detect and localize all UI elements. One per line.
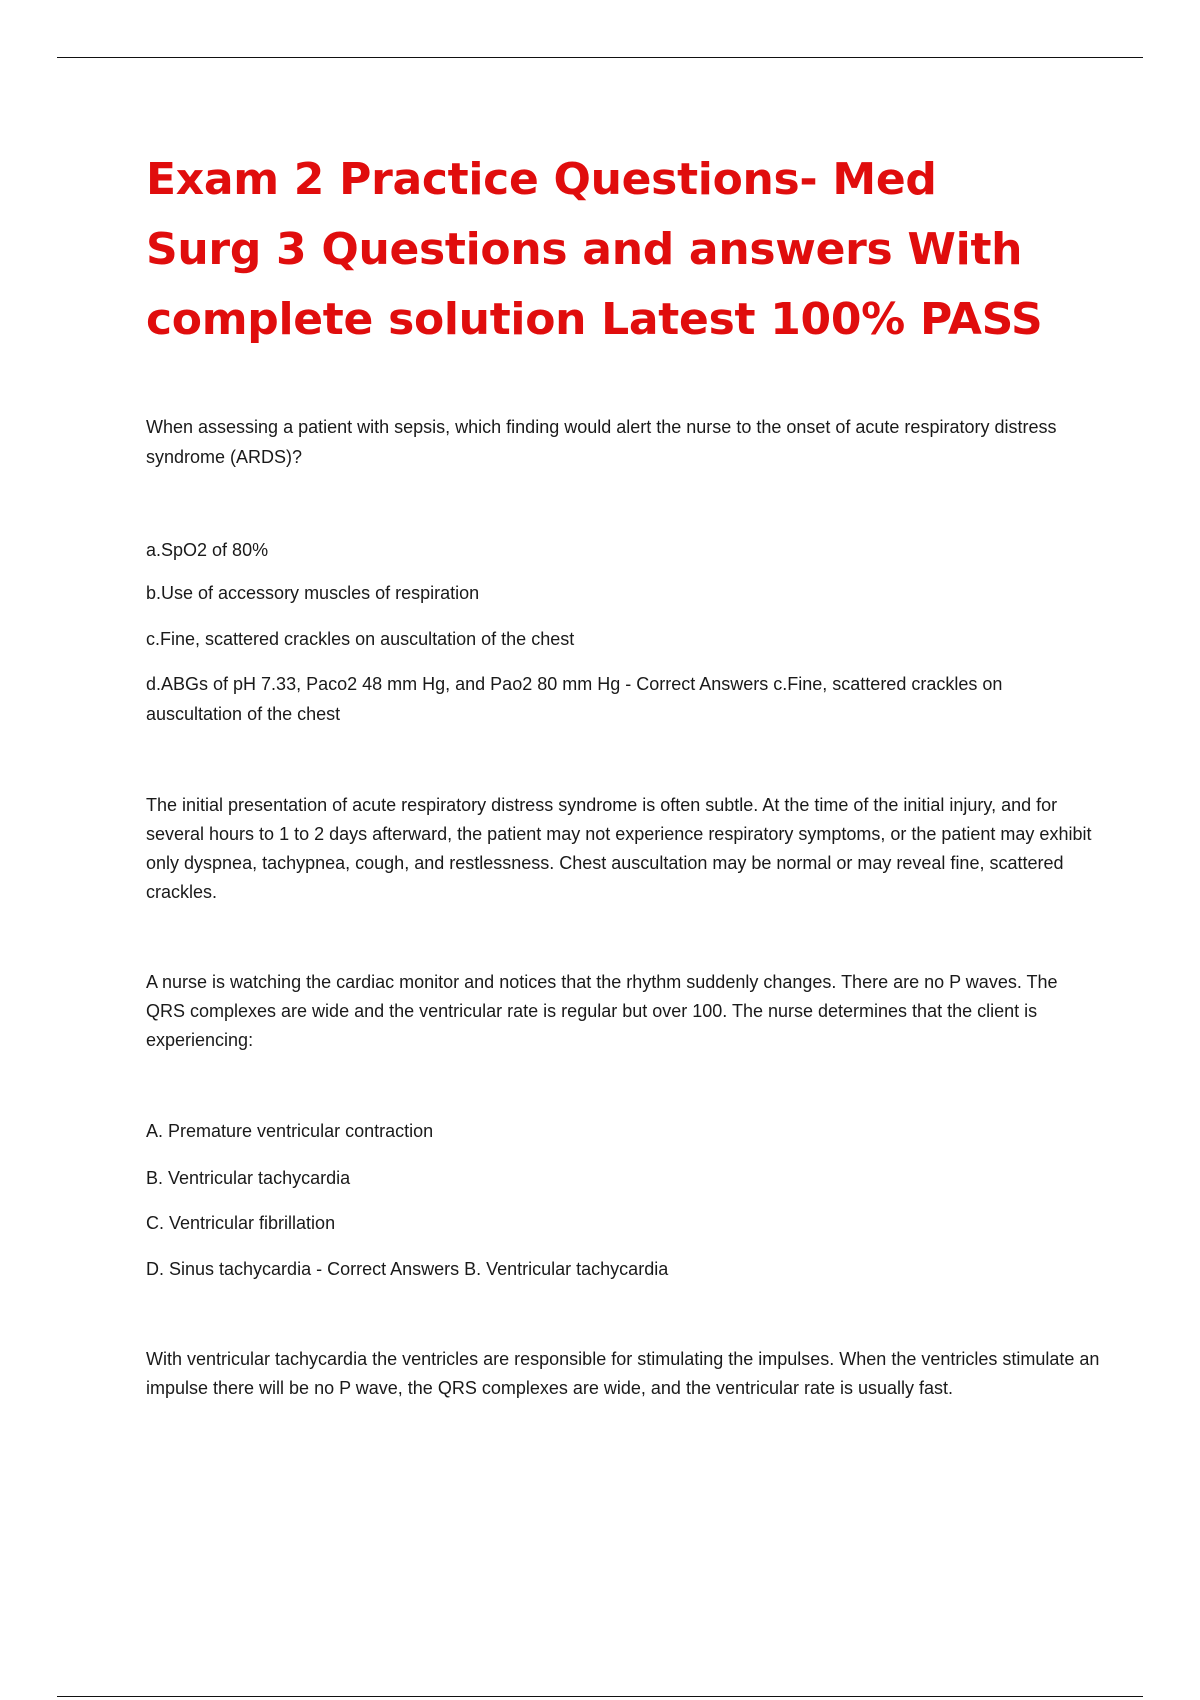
question-2-option-b: B. Ventricular tachycardia <box>146 1168 351 1188</box>
question-1-option-d-answer: d.ABGs of pH 7.33, Paco2 48 mm Hg, and Pao2 80 mm Hg - Correct Answers c.Fine, scattered crackles on auscultation of the chest <box>146 674 1003 724</box>
question-1-text: When assessing a patient with sepsis, which finding would alert the nurse to the onset of acute respiratory distress syndrome (ARDS)? <box>146 417 1057 467</box>
question-2-option-d-answer: D. Sinus tachycardia - Correct Answers B. Ventricular tachycardia <box>146 1259 669 1279</box>
question-1-option-a: a.SpO2 of 80% <box>146 540 269 560</box>
question-1-option-b: b.Use of accessory muscles of respiration <box>146 583 480 603</box>
document-title: Exam 2 Practice Questions- Med Surg 3 Questions and answers With complete solution Latest 100% PASS <box>146 154 1043 345</box>
footer-rule <box>57 1696 1143 1697</box>
question-2-rationale: With ventricular tachycardia the ventricles are responsible for stimulating the impulses. When the ventricles stimulate an impulse there will be no P wave, the QRS complexes are wide, and the ventricular rate is usually fast. <box>146 1349 1100 1398</box>
question-2-option-a: A. Premature ventricular contraction <box>146 1121 434 1141</box>
question-1-option-c: c.Fine, scattered crackles on auscultation of the chest <box>146 629 575 649</box>
question-2-option-c: C. Ventricular fibrillation <box>146 1213 336 1233</box>
question-1-rationale: The initial presentation of acute respiratory distress syndrome is often subtle. At the time of the initial injury, and for several hours to 1 to 2 days afterward, the patient may not experience respiratory symptoms, or the patient may exhibit only dyspnea, tachypnea, cough, and restlessness. Chest auscultation may be normal or may reveal fine, scattered crackles. <box>146 795 1092 902</box>
question-2-text: A nurse is watching the cardiac monitor and notices that the rhythm suddenly changes. There are no P waves. The QRS complexes are wide and the ventricular rate is regular but over 100. The nurse determines that the client is experiencing: <box>146 972 1058 1050</box>
header-rule <box>57 57 1143 58</box>
